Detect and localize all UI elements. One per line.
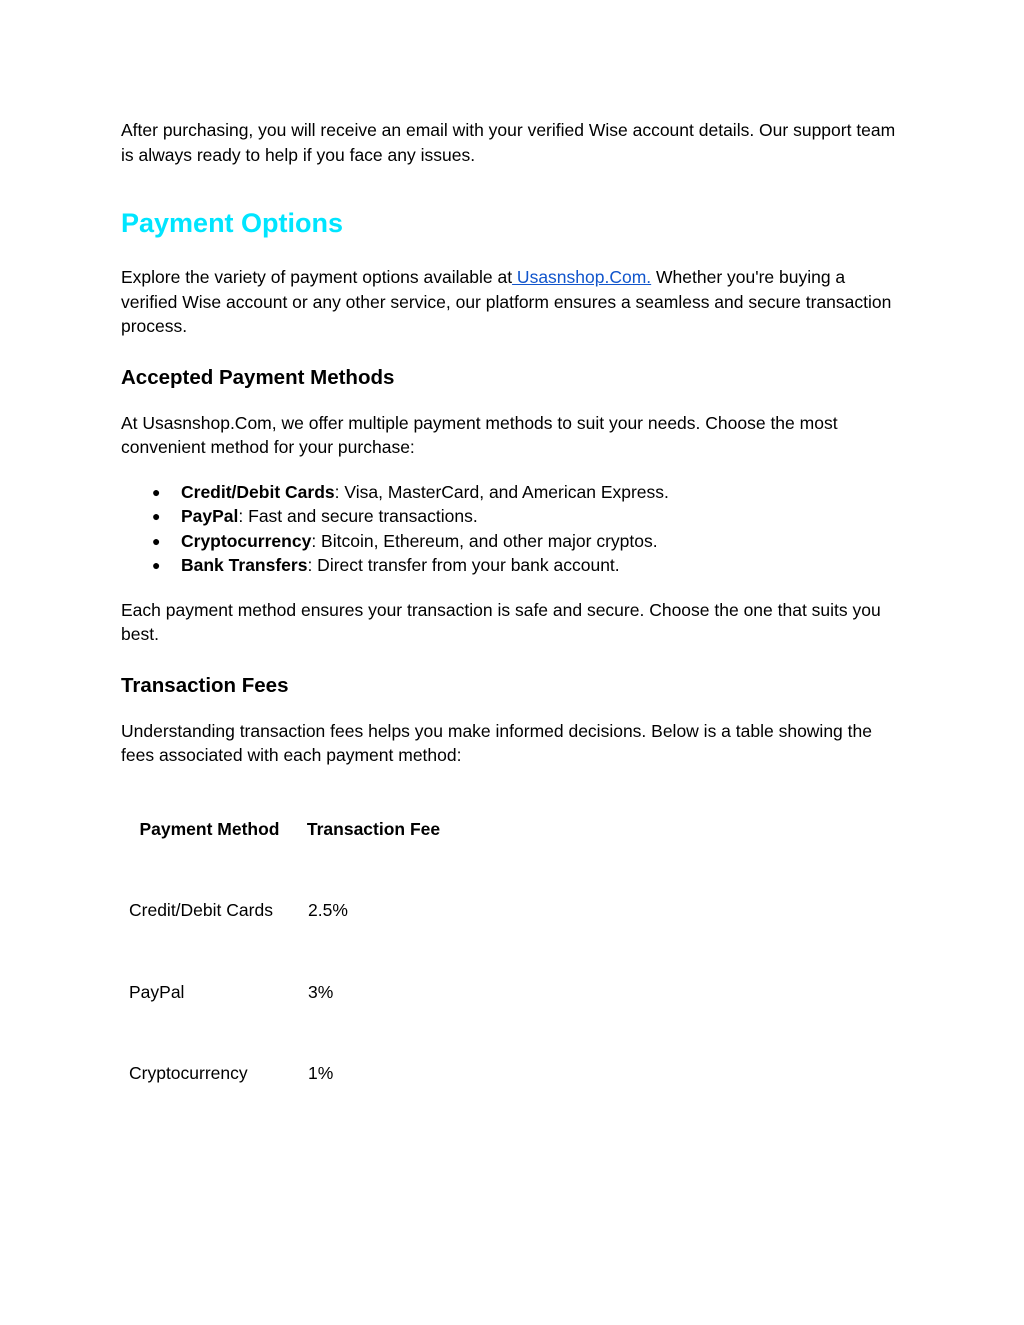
cell-fee: 1% [308, 1063, 334, 1083]
transaction-fees-heading: Transaction Fees [121, 673, 289, 697]
methods-outro-paragraph: Each payment method ensures your transaction is safe and secure. Choose the one that suits you best. [121, 599, 881, 644]
table-row [120, 923, 448, 1005]
payment-options-text-end: Whether you're buying a verified Wise account or any other service, our platform ensures a seamless and secure transaction process. [121, 267, 892, 336]
method-name: PayPal [181, 506, 239, 526]
table-row [120, 841, 448, 923]
usasnshop-link[interactable]: Usasnshop.Com. [512, 267, 652, 287]
intro-paragraph: After purchasing, you will receive an email with your verified Wise account details. Our support team is always ready to help if you face any issues. [121, 120, 896, 165]
method-name: Bank Transfers [181, 555, 308, 575]
list-item [121, 529, 901, 554]
cell-fee: 2.5% [308, 900, 348, 920]
list-item [121, 480, 901, 505]
document-page [121, 118, 901, 1086]
accepted-methods-heading: Accepted Payment Methods [121, 365, 395, 389]
header-transaction-fee: Transaction Fee [306, 818, 441, 839]
method-desc: : Fast and secure transactions. [238, 506, 478, 526]
accepted-methods-intro: At Usasnshop.Com, we offer multiple payment methods to suit your needs. Choose the most convenient method for your purchase: [121, 412, 838, 457]
method-desc: : Visa, MasterCard, and American Express. [334, 481, 669, 502]
list-item [121, 553, 901, 578]
cell-method: Credit/Debit Cards [129, 900, 273, 920]
list-item [121, 504, 901, 529]
payment-options-paragraph [121, 265, 901, 339]
payment-methods-list [121, 480, 901, 578]
method-desc: : Direct transfer from your bank account. [307, 555, 620, 575]
cell-fee: 3% [308, 981, 334, 1002]
bullet-icon: ● [152, 483, 161, 500]
table-header-row [120, 817, 448, 842]
bullet-icon: ● [152, 532, 161, 549]
cell-method: PayPal [129, 981, 185, 1002]
method-name: Credit/Debit Cards [181, 481, 335, 502]
payment-options-heading: Payment Options [121, 208, 344, 238]
method-desc: : Bitcoin, Ethereum, and other major cryptos. [311, 530, 658, 551]
fees-table [120, 817, 448, 1086]
bullet-icon: ● [152, 508, 161, 524]
transaction-fees-intro: Understanding transaction fees helps you make informed decisions. Below is a table showing the fees associated with each payment method: [121, 720, 872, 765]
payment-options-text-start: Explore the variety of payment options available at [121, 267, 513, 287]
header-payment-method: Payment Method [139, 818, 280, 839]
method-name: Cryptocurrency [181, 530, 312, 551]
bullet-icon: ● [152, 557, 161, 573]
cell-method: Cryptocurrency [129, 1063, 248, 1083]
table-row [120, 1004, 448, 1086]
